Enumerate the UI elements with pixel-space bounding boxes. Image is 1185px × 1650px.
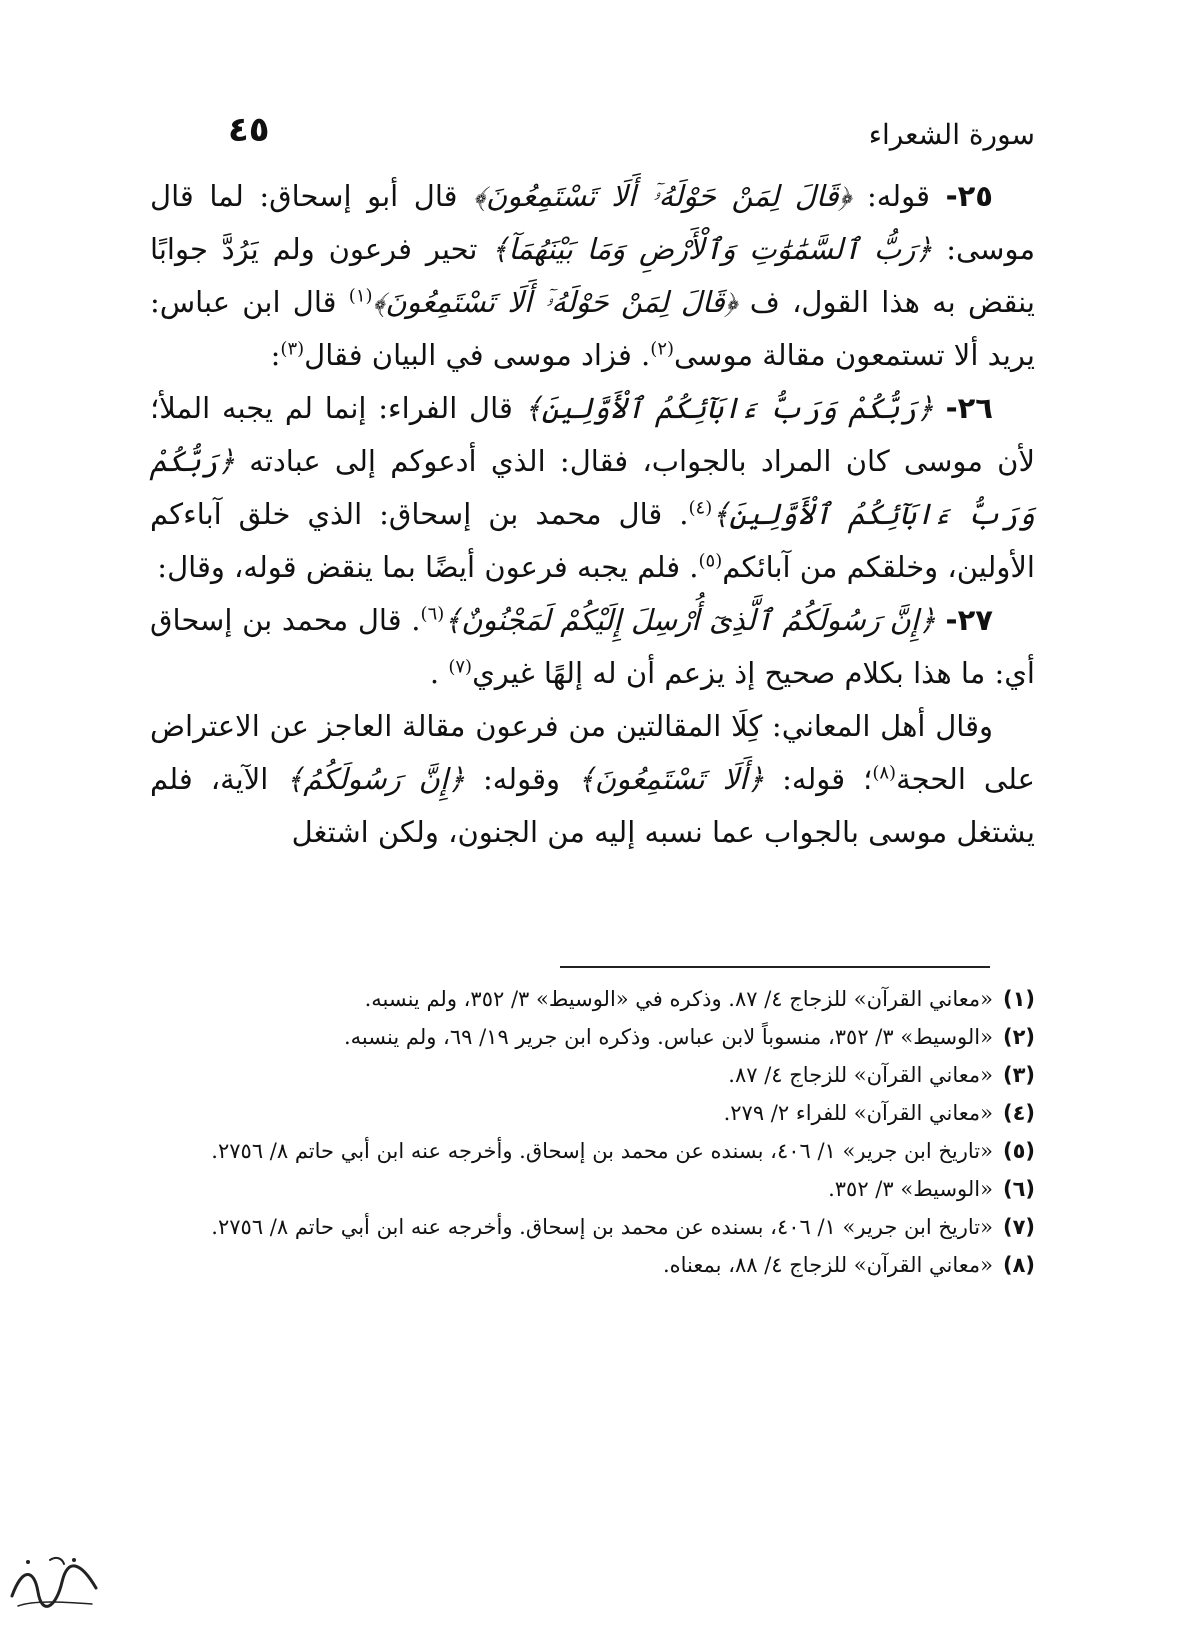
verse-number: ٢٦-	[945, 391, 994, 425]
footnote-ref: (٣)	[280, 338, 305, 360]
logo-calligraphy-icon	[4, 1548, 104, 1618]
text-span: قال ابن عباس: يريد ألا تستمعون مقالة موسى	[150, 285, 1035, 372]
text-span: . قال محمد بن إسحاق أي: ما هذا بكلام صحيح إذ يزعم أن له إلهًا غيري	[150, 603, 1035, 690]
footnote-number: (٥)	[1002, 1139, 1035, 1163]
footnote-ref: (٧)	[448, 656, 473, 678]
page-number: ٤٥	[228, 110, 270, 150]
verse-number: ٢٥-	[945, 179, 994, 213]
footnote-item	[150, 1094, 1035, 1132]
footnote-text: «معاني القرآن» للزجاج ٤/ ٨٧. وذكره في «الوسيط» ٣/ ٣٥٢، ولم ينسبه.	[364, 987, 993, 1011]
text-span: ؛ قوله:	[764, 762, 873, 796]
footnote-number: (٧)	[1002, 1215, 1035, 1239]
text-span: قوله:	[851, 179, 946, 213]
text-span: وقوله:	[465, 762, 578, 796]
footnote-number: (٨)	[1002, 1253, 1035, 1277]
footnote-text: «الوسيط» ٣/ ٣٥٢، منسوباً لابن عباس. وذكره ابن جرير ١٩/ ٦٩، ولم ينسبه.	[344, 1025, 993, 1049]
quran-quote: ﴿أَلَا تَسْتَمِعُونَ﴾	[577, 762, 765, 796]
footnote-item	[150, 1018, 1035, 1056]
quran-quote: ﴿رَبُّ ٱلسَّمَٰوَٰتِ وَٱلْأَرْضِ وَمَا بَيْنَهُمَآ﴾	[491, 232, 933, 266]
footnote-item	[150, 1208, 1035, 1246]
surah-title: سورة الشعراء	[868, 118, 1035, 151]
footnote-item	[150, 1056, 1035, 1094]
footnote-number: (٤)	[1002, 1101, 1035, 1125]
footnote-item	[150, 1170, 1035, 1208]
text-span: تحير فرعون ولم يَرُدَّ جوابًا ينقض به هذا القول، ف	[150, 232, 1035, 319]
footnote-number: (٢)	[1002, 1025, 1035, 1049]
paragraph-verse-27	[150, 594, 1035, 700]
quran-quote: ﴿قَالَ لِمَنْ حَوْلَهُۥٓ أَلَا تَسْتَمِعُونَ﴾	[372, 285, 738, 319]
footnote-ref: (٢)	[650, 338, 675, 360]
footnote-ref: (٨)	[872, 762, 897, 784]
quran-quote: ﴿إِنَّ رَسُولَكُمُ﴾	[286, 762, 465, 796]
footnote-text: «معاني القرآن» للزجاج ٤/ ٨٧.	[728, 1063, 993, 1087]
footnote-ref: (٦)	[420, 603, 445, 625]
text-span: . قال محمد بن إسحاق: الذي خلق آباءكم الأولين، وخلقكم من آبائكم	[150, 497, 1035, 584]
footnote-ref: (٤)	[688, 497, 713, 519]
footnote-text: «معاني القرآن» للفراء ٢/ ٢٧٩.	[723, 1101, 993, 1125]
text-span: :	[270, 338, 281, 372]
footnote-text: «تاريخ ابن جرير» ١/ ٤٠٦، بسنده عن محمد بن إسحاق. وأخرجه عنه ابن أبي حاتم ٨/ ٢٧٥٦.	[211, 1215, 993, 1239]
footnote-text: «معاني القرآن» للزجاج ٤/ ٨٨، بمعناه.	[662, 1253, 993, 1277]
main-text	[150, 170, 1035, 859]
page-header	[150, 106, 1035, 166]
footnote-number: (٦)	[1002, 1177, 1035, 1201]
text-span: الآية، فلم يشتغل موسى بالجواب عما نسبه إليه من الجنون، ولكن اشتغل	[150, 762, 1035, 849]
text-span: قال أبو إسحاق: لما قال موسى:	[150, 179, 1035, 266]
footnote-number: (٣)	[1002, 1063, 1035, 1087]
footnote-ref: (٥)	[698, 550, 723, 572]
paragraph-verse-26	[150, 382, 1035, 594]
publisher-logo	[4, 1548, 104, 1618]
quran-quote: ﴿رَبُّكُمْ وَرَبُّ ءَابَآئِكُمُ ٱلْأَوَّلِينَ﴾	[524, 391, 946, 425]
footnote-divider	[560, 966, 990, 968]
paragraph-verse-25	[150, 170, 1035, 382]
footnote-text: «تاريخ ابن جرير» ١/ ٤٠٦، بسنده عن محمد بن إسحاق. وأخرجه عنه ابن أبي حاتم ٨/ ٢٧٥٦.	[211, 1139, 993, 1163]
footnote-item	[150, 1132, 1035, 1170]
text-span: وقال أهل المعاني: كِلَا المقالتين من فرعون مقالة العاجز عن الاعتراض على الحجة	[150, 709, 1035, 796]
footnote-ref: (١)	[348, 285, 373, 307]
quran-quote: ﴿إِنَّ رَسُولَكُمُ ٱلَّذِىٓ أُرْسِلَ إِلَيْكُمْ لَمَجْنُونٌ﴾	[444, 603, 946, 637]
text-span: .	[429, 656, 449, 690]
footnote-text: «الوسيط» ٣/ ٣٥٢.	[828, 1177, 993, 1201]
text-span: . فلم يجبه فرعون أيضًا بما ينقض قوله، وقال:	[157, 550, 699, 584]
text-span: . فزاد موسى في البيان فقال	[304, 338, 651, 372]
verse-number: ٢٧-	[945, 603, 993, 637]
paragraph-commentary	[150, 700, 1035, 859]
quran-quote: ﴿قَالَ لِمَنْ حَوْلَهُۥٓ أَلَا تَسْتَمِعُونَ﴾	[473, 179, 852, 213]
quran-quote: ﴿رَبُّكُمْ وَرَبُّ ءَابَآئِكُمُ ٱلْأَوَّلِينَ﴾	[150, 444, 1035, 531]
footnote-item	[150, 1246, 1035, 1284]
text-span: قال الفراء: إنما لم يجبه الملأ؛ لأن موسى كان المراد بالجواب، فقال: الذي أدعوكم إلى عبادته	[150, 391, 1035, 478]
footnote-item	[150, 980, 1035, 1018]
footnotes-list	[150, 980, 1035, 1284]
footnote-number: (١)	[1002, 987, 1035, 1011]
